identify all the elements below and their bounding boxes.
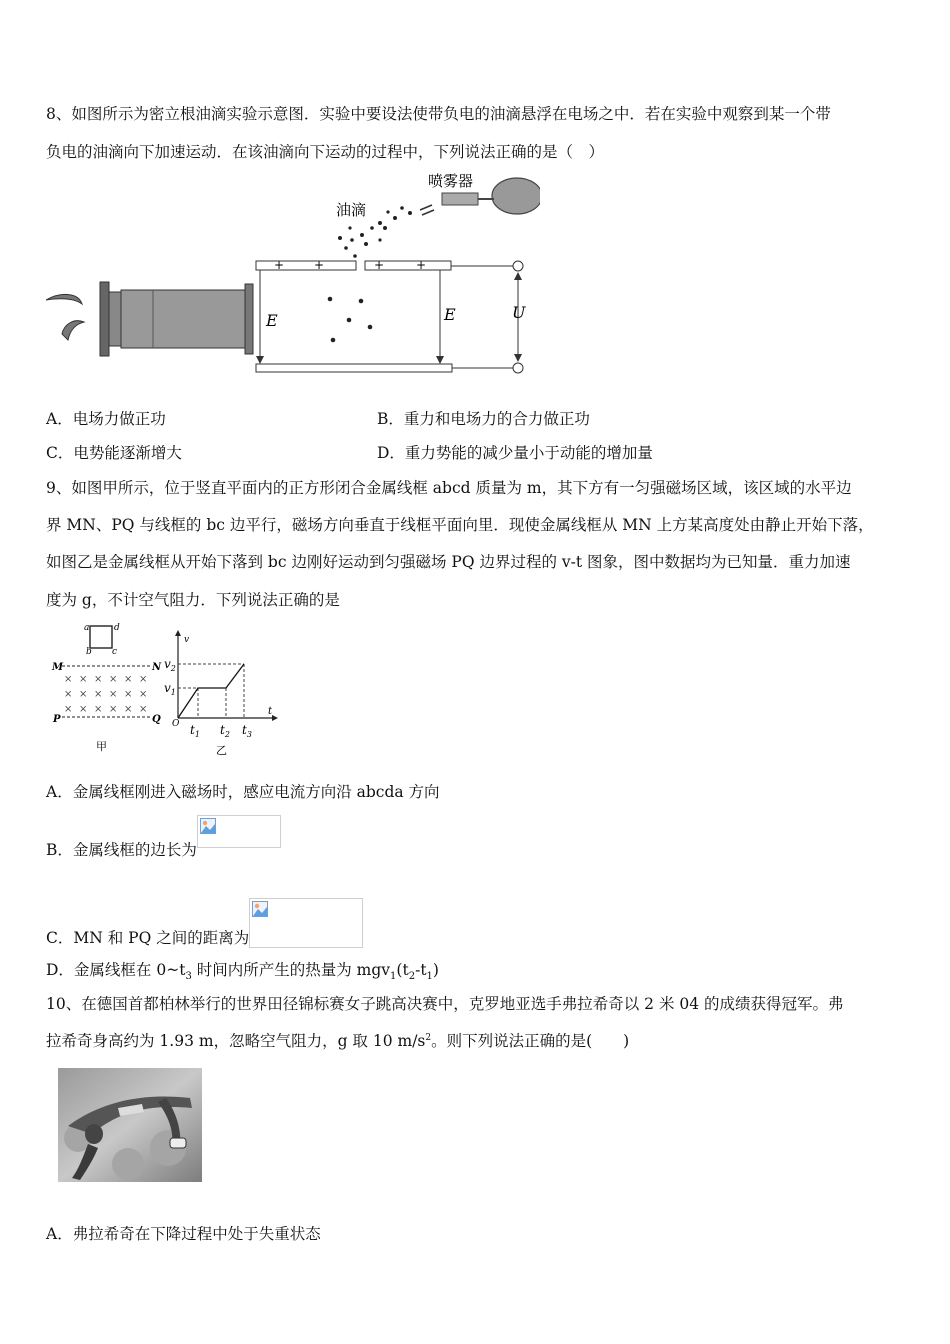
svg-text:×: ×	[79, 674, 88, 685]
caption-jia: 甲	[96, 740, 107, 753]
terminal-bottom	[513, 363, 523, 373]
terminal-top	[513, 261, 523, 271]
sprayer-label: 喷雾器	[428, 172, 474, 190]
voltage-U: U	[512, 303, 526, 322]
square-frame-abcd	[90, 626, 112, 648]
svg-text:×: ×	[124, 704, 133, 715]
svg-text:Q: Q	[152, 714, 161, 725]
svg-text:×: ×	[64, 674, 73, 685]
svg-text:t2: $t_2$	[220, 723, 230, 739]
magnetic-field-crosses	[64, 674, 147, 715]
q9-stem-line1: 9、如图甲所示，位于竖直平面内的正方形闭合金属线框 abcd 质量为 m，其下方有一匀强磁场区域，该区域的水平边	[46, 479, 852, 497]
svg-text:d: d	[114, 623, 120, 633]
svg-text:t1: $t_1$	[190, 723, 200, 739]
sprayer-bulb	[492, 178, 540, 214]
svg-text:a: a	[84, 623, 90, 633]
oil-drops-label: 油滴	[336, 201, 367, 219]
q9-option-d[interactable]: D．金属线框在 $0\sim t_3$ 时间内所产生的热量为 $mgv_1(t_2-t_1)$	[46, 961, 439, 983]
caption-yi: 乙	[216, 744, 227, 757]
q9-stem-line2: 界 MN、PQ 与线框的 bc 边平行，磁场方向垂直于线框平面向里．现使金属线框从 MN 上方某高度处由静止开始下落，	[46, 516, 874, 534]
q8-option-d[interactable]: D．重力势能的减少量小于动能的增加量	[377, 444, 653, 462]
svg-text:×: ×	[79, 689, 88, 700]
svg-text:×: ×	[124, 689, 133, 700]
svg-text:v: v	[184, 635, 190, 645]
svg-text:×: ×	[139, 674, 148, 685]
svg-text:×: ×	[109, 704, 118, 715]
microscope-eyepiece	[100, 282, 109, 356]
q9-stem-line3: 如图乙是金属线框从开始下落到 bc 边刚好运动到匀强磁场 PQ 边界过程的 v-t 图象，图中数据均为已知量．重力加速	[46, 553, 851, 571]
q9-option-c[interactable]: C．MN 和 PQ 之间的距离为	[46, 898, 363, 948]
svg-text:+: +	[374, 258, 385, 272]
figure-jia-magnetic-field	[48, 616, 168, 758]
q9-option-b[interactable]: B．金属线框的边长为	[46, 827, 281, 860]
svg-text:×: ×	[79, 704, 88, 715]
svg-text:×: ×	[109, 674, 118, 685]
observer-eye	[46, 294, 82, 304]
svg-text:×: ×	[139, 704, 148, 715]
q9-option-a[interactable]: A．金属线框刚进入磁场时，感应电流方向沿 abcda 方向	[46, 783, 440, 801]
high-jumper-photo	[58, 1068, 202, 1182]
broken-image-icon	[200, 818, 216, 834]
q8-option-c[interactable]: C．电势能逐渐增大	[46, 444, 182, 462]
field-E-right: E	[444, 305, 456, 324]
suspended-drops	[328, 297, 373, 343]
formula-image-broken	[249, 898, 363, 948]
svg-text:N: N	[152, 662, 162, 673]
millikan-oil-drop-figure	[40, 168, 540, 380]
svg-text:t: t	[268, 706, 273, 717]
svg-text:O: O	[172, 719, 180, 729]
svg-text:×: ×	[94, 674, 103, 685]
vt-curve	[178, 664, 244, 718]
svg-text:t3: $t_3$	[242, 723, 252, 739]
svg-text:×: ×	[139, 689, 148, 700]
formula-image-broken	[197, 815, 281, 848]
q8-option-b[interactable]: B．重力和电场力的合力做正功	[377, 410, 590, 428]
svg-text:+: +	[274, 258, 285, 272]
svg-text:v1: $v_1$	[164, 681, 176, 697]
bottom-plate	[256, 364, 452, 372]
svg-text:×: ×	[124, 674, 133, 685]
svg-text:×: ×	[64, 704, 73, 715]
microscope-tube	[121, 290, 245, 348]
q8-stem-line1: 8、如图所示为密立根油滴实验示意图．实验中要设法使带负电的油滴悬浮在电场之中．若在实验中观察到某一个带	[46, 105, 831, 123]
svg-text:×: ×	[94, 704, 103, 715]
svg-text:M: M	[52, 662, 64, 673]
svg-text:P: P	[53, 714, 61, 725]
broken-image-icon	[252, 901, 268, 917]
svg-text:+: +	[314, 258, 325, 272]
q10-option-a[interactable]: A．弗拉希奇在下降过程中处于失重状态	[46, 1225, 321, 1243]
svg-text:×: ×	[109, 689, 118, 700]
top-plate-left	[256, 261, 356, 270]
svg-text:×: ×	[94, 689, 103, 700]
svg-text:c: c	[112, 647, 118, 657]
q10-stem-line2: 拉希奇身高约为 1.93 m，忽略空气阻力，g 取 10 $m/s^2$。则下列说法正确的是( )	[46, 1032, 630, 1050]
svg-text:×: ×	[64, 689, 73, 700]
svg-text:v2: $v_2$	[164, 657, 176, 673]
q9-stem-line4: 度为 g，不计空气阻力．下列说法正确的是	[46, 591, 340, 609]
q8-option-a[interactable]: A．电场力做正功	[46, 410, 166, 428]
q10-stem-line1: 10、在德国首都柏林举行的世界田径锦标赛女子跳高决赛中，克罗地亚选手弗拉希奇以 2 米 04 的成绩获得冠军。弗	[46, 995, 844, 1013]
q8-stem-line2: 负电的油滴向下加速运动．在该油滴向下运动的过程中，下列说法正确的是（ ）	[46, 143, 605, 161]
field-E-left: E	[266, 311, 278, 330]
svg-text:+: +	[416, 258, 427, 272]
sprayer-nozzle	[442, 193, 478, 205]
svg-text:b: b	[86, 647, 92, 657]
figure-yi-vt-graph	[160, 628, 280, 760]
